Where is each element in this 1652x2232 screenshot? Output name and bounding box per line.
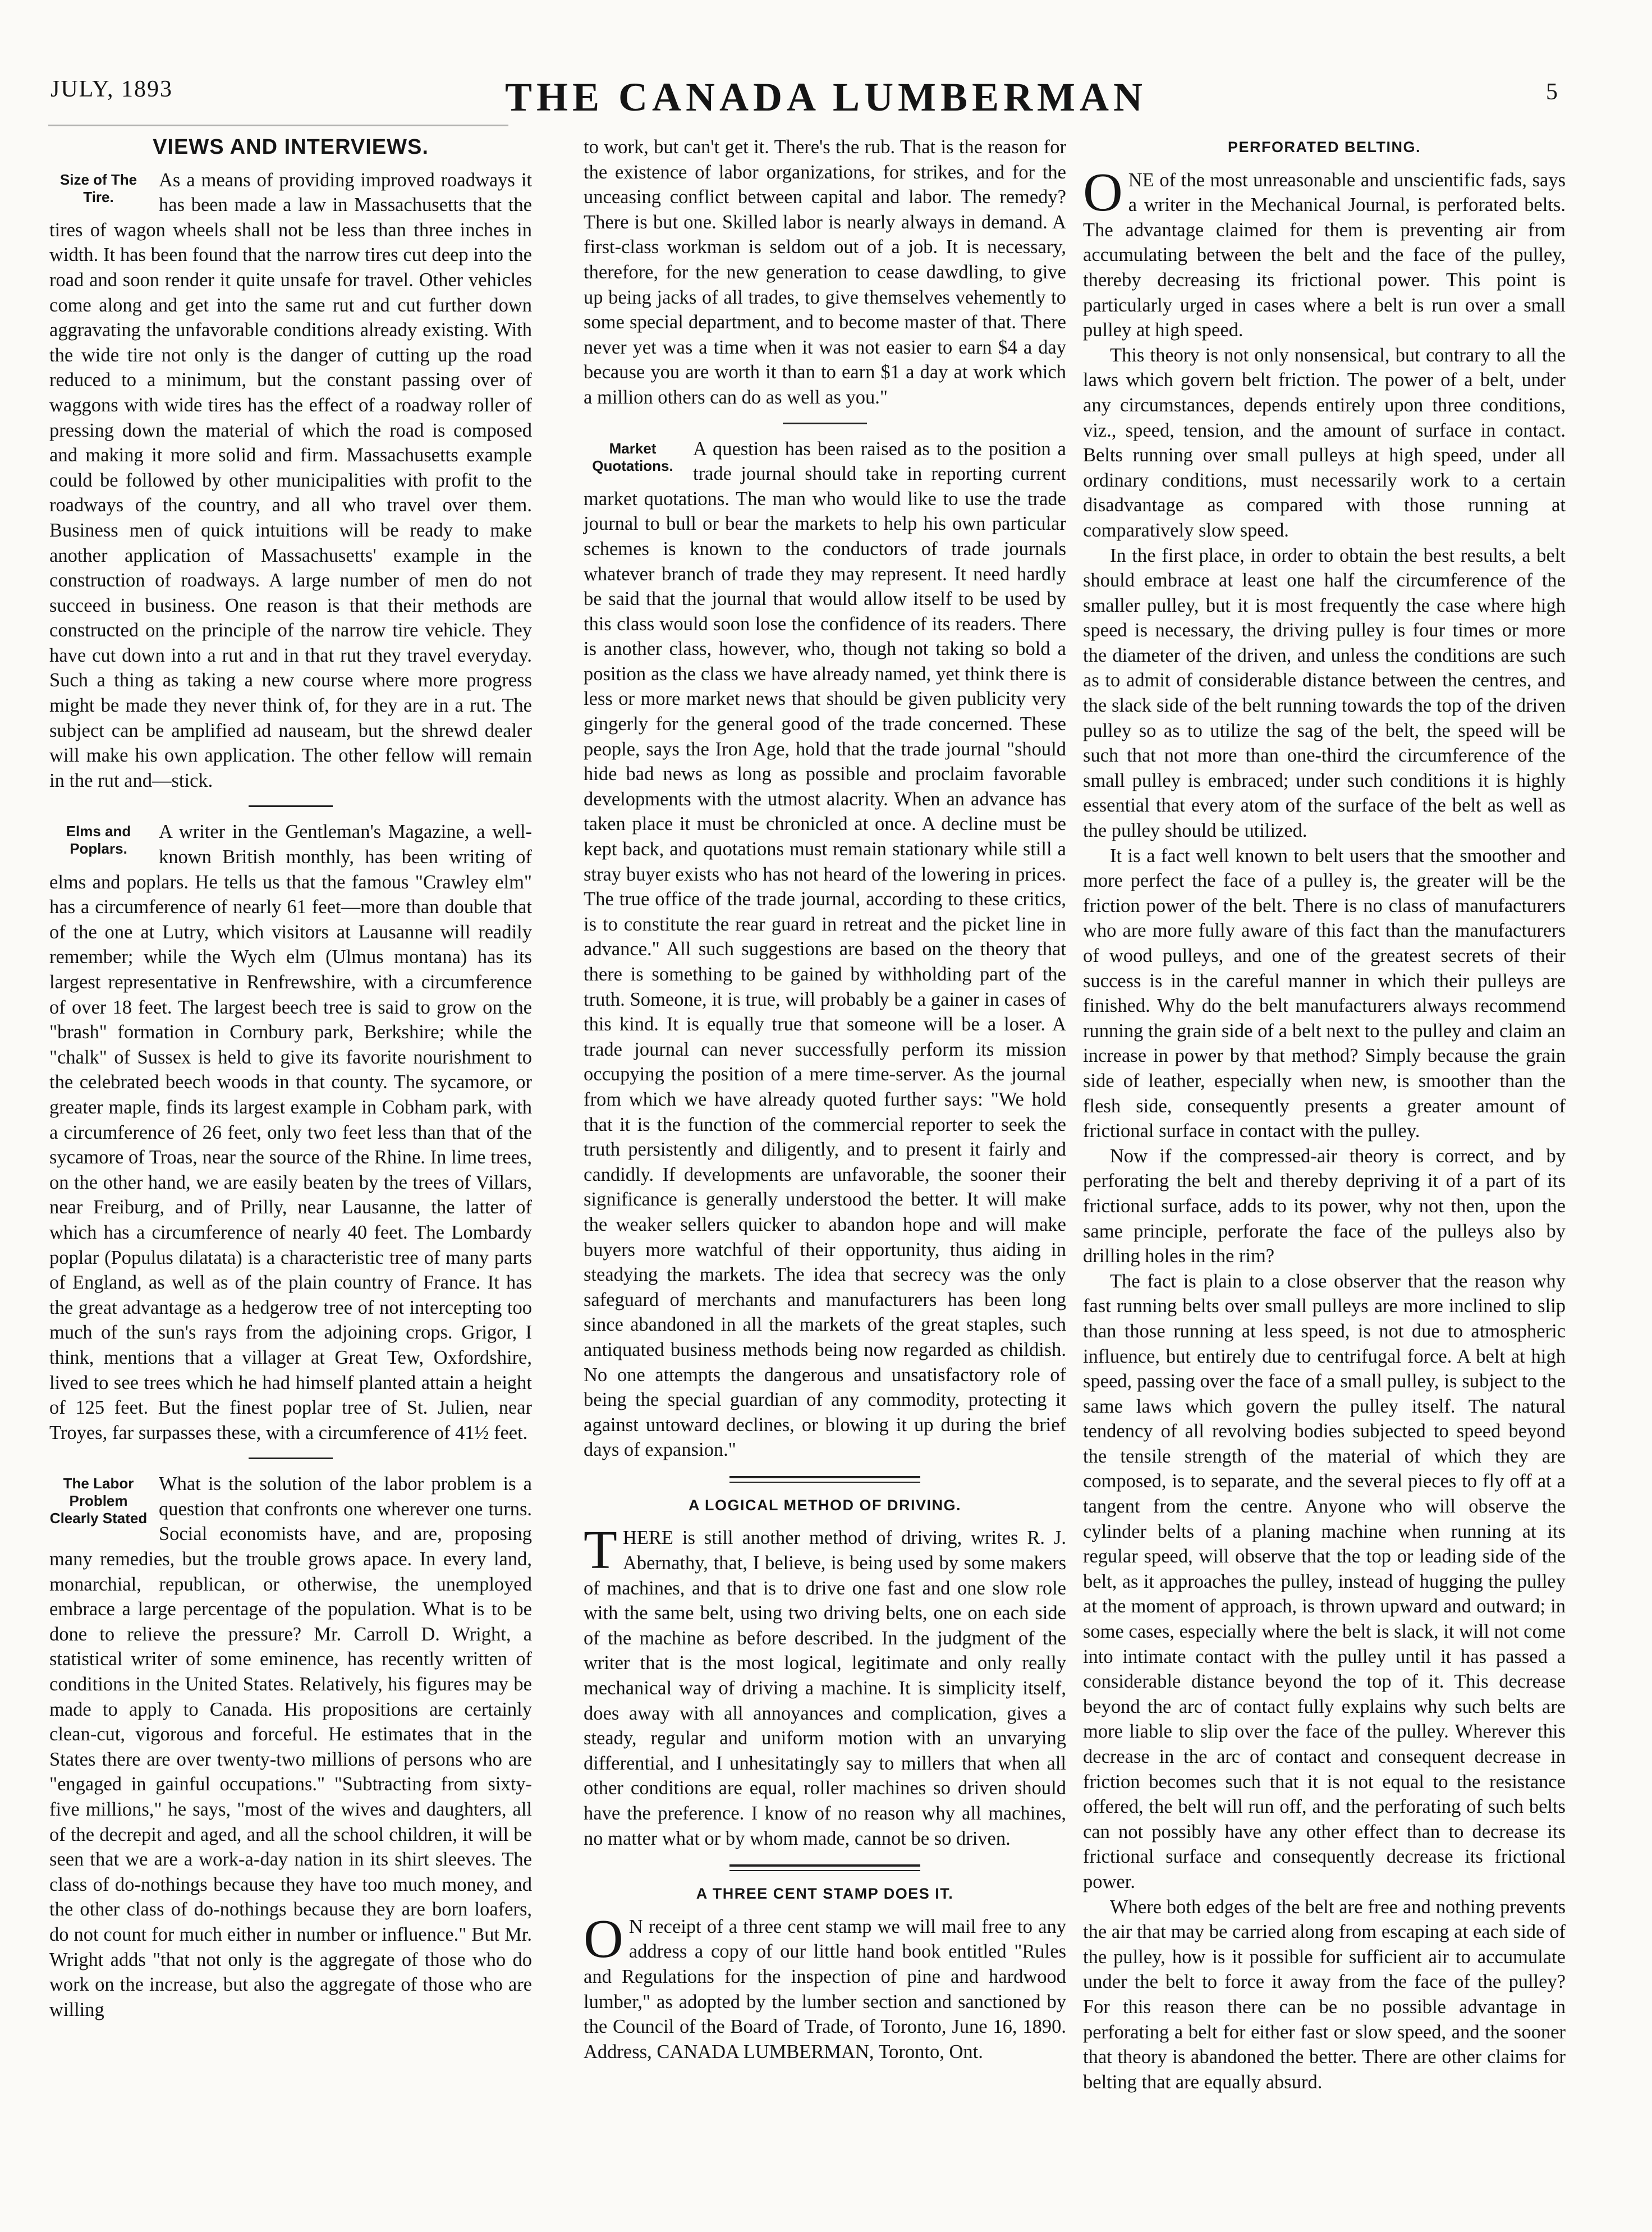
article-size-of-tire <box>49 168 532 794</box>
article-title-perforated-belting: PERFORATED BELTING. <box>1228 139 1421 155</box>
article-text: N receipt of a three cent stamp we will mail free to any address a copy of our little hand book entitled "Rules and Regulations for the inspection of pine and hardwood lumber," as adopted by the lumber section and sanctioned by the Council of the Board of Trade, of Toronto, June 16, 1890. Address, CANADA LUMBERMAN, Toronto, Ont. <box>584 1915 1066 2063</box>
sidehead-size-of-tire: Size of The Tire. <box>59 171 137 205</box>
article-text: HERE is still another method of driving, writes R. J. Abernathy, that, I believe, is being used by some makers of machines, and that is to drive one fast and one slow role with the same belt, using two driving belts, one on each side of the machine as before described. In the judgment of the writer that is the most logical, legitimate and only really mechanical way of driving a machine. It is simplicity itself, does away with all annoyances and complication, gives a steady, regular and uniform motion with an unvarying differential, and I unhesitatingly say to millers that when all other conditions are equal, roller machines so driven should have the preference. I know of no reason why all machines, no matter what or by whom made, cannot be so driven. <box>584 1527 1066 1849</box>
drop-cap: O <box>584 1908 623 1969</box>
article-logical-method <box>584 1493 1066 1851</box>
paragraph: Where both edges of the belt are free and nothing prevents the air that may be carried along from escaping at each side of the pulley, how is it possible for sufficient air to accumulate under the belt to force it away from the face of the pulley? For this reason there can be no possible advantage in perforating a belt for either fast or slow speed, and the sooner that theory is abandoned the better. There are other claims for belting that are equally absurd. <box>1083 1896 1566 2093</box>
article-text: As a means of providing improved roadways it has been made a law in Massachusetts that the tires of wagon wheels shall not be less than three inches in width. It has been found that the narrow tires cut deep into the road and soon render it quite unsafe for travel. Other vehicles come along and get into the same rut and cut further down aggravating the unfavorable conditions already existing. With the wide tire not only is the danger of cutting up the road reduced to a minimum, but the constant passing over of waggons with wide tires has the effect of a roadway roller of pressing down the material of which the road is composed and making it more solid and firm. Massachusetts example could be followed by other municipalities with profit to the roadways of the country, and all who travel over them. Business men of quick intuitions will be ready to make another application of Massachusetts' example in the construction of roadways. A large number of men do not succeed in business. One reason is that their methods are constructed on the principle of the narrow tire vehicle. They have cut down into a rut and in that rut they travel everyday. Such a thing as taking a new course where more progress might be made they never think of, for they are in a rut. The subject can be amplified ad nauseam, but the shrewd dealer will make his own application. The other fellow will remain in the rut and—stick. <box>49 169 532 791</box>
paragraph: In the first place, in order to obtain the best results, a belt should embrace at least one half the circumference of the smaller pulley, but it is most frequently the case where high speed is necessary, the driving pulley is four times or more the diameter of the driven, and unless the conditions are such as to admit of considerable distance between the centres, and the slack side of the belt running towards the top of the driven pulley so as to utilize the sag of the belt, the speed will be such that not more than one-third the circumference of the small pulley is embraced; under such conditions it is highly essential that every atom of the surface of the belt as well as the pulley should be utilized. <box>1083 544 1566 842</box>
article-labor-problem <box>49 1472 532 2022</box>
paragraph: Now if the compressed-air theory is correct, and by perforating the belt and thereby depriving it of a part of its frictional surface, adds to its power, why not then, upon the same principle, perforate the face of the pulleys also by drilling holes in the rim? <box>1083 1145 1566 1267</box>
article-title-logical-method: A LOGICAL METHOD OF DRIVING. <box>689 1496 961 1514</box>
double-rule <box>729 1476 920 1483</box>
masthead-title: THE CANADA LUMBERMAN <box>504 75 1148 120</box>
page-number: 5 <box>1546 79 1558 105</box>
article-elms-and-poplars <box>49 819 532 1445</box>
sidehead-elms-and-poplars: Elms and Poplars. <box>66 823 131 858</box>
double-rule <box>729 1864 920 1871</box>
sidehead-labor-problem: The Labor Problem Clearly Stated <box>49 1475 148 1527</box>
paragraph: It is a fact well known to belt users that the smoother and more perfect the face of a pulley is, the greater will be the friction power of the belt. There is no class of manufacturers who are more fully aware of this fact than the manufacturers of wood pulleys, and one of the greatest secrets of their success is in the careful manner in which their pulleys are finished. Why do the belt manufacturers always recommend running the grain side of a belt next to the pulley and claim an increase in power by that method? Simply because the grain side of leather, especially when new, is smoother than the flesh side, consequently presents a greater amount of frictional surface in contact with the pulley. <box>1083 845 1566 1142</box>
article-text: A question has been raised as to the position a trade journal should take in reporting current market quotations. The man who would like to use the trade journal to bull or bear the markets to help his own particular schemes is known to the conductors of trade journals whatever branch of trade they may represent. It need hardly be said that the journal that would allow itself to be used by this class would soon lose the confidence of its readers. There is another class, however, who, though not taking so bold a position as the class we have already named, yet think there is less or more market news that should be given publicity very gingerly for the general good of the trade concerned. These people, says the Iron Age, hold that the trade journal "should hide bad news as long as possible and proclaim favorable developments with the utmost alacrity. When an advance has taken place it must be chronicled at once. A decline must be kept back, and quotations must remain stationary while still a stray buyer exists who has not heard of the lowering in prices. The true office of the trade journal, according to these critics, is to constitute the rear guard in retreat and the picket line in advance." All such suggestions are based on the theory that there is something to be gained by withholding part of the truth. Someone, it is true, will probably be a gainer in cases of this kind. It is equally true that someone will be a loser. A trade journal can never successfully perform its mission occupying the position of a mere time-server. As the journal from which we have already quoted further says: "We hold that it is the function of the commercial reporter to seek the truth persistently and diligently, and to present it fairly and candidly. If developments are unfavorable, the sooner their significance is generally understood the better. It will make the weaker sellers quicker to abandon hope and will make buyers more watchful of their opportunity, thus aiding in steadying the markets. The idea that secrecy was the only safeguard of merchants and manufacturers has been long since abandoned in all the markets of the great staples, such antiquated business methods being now regarded as childish. No one attempts the dangerous and unsatisfactory role of being the special guardian of any commodity, protecting it against untoward declines, or blowing it up during the brief days of expansion." <box>584 438 1066 1461</box>
column-1 <box>49 135 532 2028</box>
labor-problem-continued: to work, but can't get it. There's the rub. That is the reason for the existence of labor organizations, for strikes, and for the unceasing conflict between capital and labor. The remedy? There is but one. Skilled labor is nearly always in demand. A first-class workman is seldom out of a job. It is necessary, therefore, for the new generation to cease dawdling, to give up being jacks of all trades, to give themselves vehemently to some special department, and to become master of that. There never yet was a time when it was not easier to earn $4 a day because you are worth it than to earn $1 a day at work which a million others can do as well as you." <box>584 136 1066 408</box>
column-3 <box>1083 135 1566 2094</box>
drop-cap: T <box>584 1520 617 1581</box>
issue-date: JULY, 1893 <box>51 76 173 102</box>
article-text: A writer in the Gentleman's Magazine, a well-known British monthly, has been writing of elms and poplars. He tells us that the famous "Crawley elm" has a circumference of nearly 61 feet—more than double that of the one at Lutry, which visitors at Lausanne will readily remember; while the Wych elm (Ulmus montana) has its largest representative in Renfrewshire, with a circumference of over 18 feet. The largest beech tree is said to grow on the "brash" formation in Cornbury park, Berkshire; while the "chalk" of Sussex is held to give its favorite nourishment to the celebrated beech woods in that county. The sycamore, or greater maple, finds its largest example in Cobham park, with a circumference of 26 feet, only two feet less than that of the sycamore of Troas, near the source of the Rhine. In lime trees, on the other hand, we are easily beaten by the trees of Villars, near Freiburg, and of Prilly, near Lausanne, the latter of which has a circumference of nearly 40 feet. The Lombardy poplar (Populus dilatata) is a characteristic tree of many parts of England, as well as of the plain country of France. It has the great advantage as a hedgerow tree of not intercepting too much of the sun's rays from the adjoining crops. Grigor, I think, mentions that a villager at Great Tew, Oxfordshire, lived to see trees which he had himself planted attain a height of 125 feet. But the finest poplar tree of St. Julien, near Troyes, far surpasses these, with a circumference of 41½ feet. <box>49 821 532 1443</box>
drop-cap: O <box>1083 162 1123 223</box>
header-rule <box>48 125 508 126</box>
article-three-cent-stamp <box>584 1881 1066 2064</box>
article-text: NE of the most unreasonable and unscientific fads, says a writer in the Mechanical Journal, is perforated belts. The advantage claimed for them is preventing air from accumulating between the belt and the face of the pulley, thereby decreasing its frictional power. This point is particularly urged in cases where a belt is run over a small pulley at high speed. <box>1083 169 1566 341</box>
paragraph: This theory is not only nonsensical, but contrary to all the laws which govern belt friction. The power of a belt, under any circumstances, depends entirely upon three conditions, viz., speed, tension, and the amount of surface in contact. Belts running over small pulleys at high speed, under all ordinary conditions, must necessarily work to a certain disadvantage as compared with those running at comparatively slow speed. <box>1083 344 1566 541</box>
paragraph: The fact is plain to a close observer that the reason why fast running belts over small pulleys are more inclined to slip than those running at less speed, is not due to atmospheric influence, but entirely due to centrifugal force. A belt at high speed, passing over the face of a small pulley, is subject to the same laws which govern the pulley itself. The natural tendency of all revolving bodies subjected to speed beyond the tensile strength of the material of which they are composed, is to separate, and the several pieces to fly off at a tangent from the centre. Anyone who will observe the cylinder belts of a planing machine when running at its regular speed, will observe that the top or leading side of the belt, as it approaches the pulley, instead of hugging the pulley at the moment of approach, is thrown upward and outward; in some cases, especially where the belt is slack, it will not come into intimate contact with the pulley until it has passed a considerable distance beyond the top of it. This decrease beyond the arc of contact fully explains why such belts are more liable to slip over the face of the pulley. Wherever this decrease in the arc of contact and consequent decrease in friction becomes such that it is not equal to the resistance offered, the belt will run off, and the perforating of such belts can not possibly have any other effect than to decrease its frictional surface and consequently decrease its frictional power. <box>1083 1270 1566 1892</box>
article-text: What is the solution of the labor problem is a question that confronts one wherever one turns. Social economists have, and are, proposing many remedies, but the trouble grows apace. In every land, monarchial, republican, or otherwise, the unemployed embrace a large percentage of the population. What is to be done to relieve the pressure? Mr. Carroll D. Wright, a statistical writer of some eminence, has recently written of conditions in the United States. Relatively, his figures may be made to apply to Canada. His propositions are certainly clean-cut, vigorous and forceful. He estimates that in the States there are over twenty-two millions of persons who are "engaged in gainful occupations." "Subtracting from sixty-five millions," he says, "most of the wives and daughters, all of the decrepit and aged, and all the school children, it will be seen that we are a work-a-day nation in its shirt sleeves. The class of do-nothings because they have too much money, and the other class of do-nothings because they are born loafers, do not count for much either in number or influence." But Mr. Wright adds "that not only is the aggregate of those who do work on the increase, but also the aggregate of those who are willing <box>49 1473 532 2020</box>
sidehead-market-quotations: Market Quotations. <box>592 439 673 474</box>
article-market-quotations <box>584 437 1066 1463</box>
section-title-views: VIEWS AND INTERVIEWS. <box>153 135 429 159</box>
separator-rule <box>249 1458 333 1459</box>
article-title-three-cent-stamp: A THREE CENT STAMP DOES IT. <box>696 1885 954 1903</box>
separator-rule <box>249 805 333 807</box>
column-2 <box>584 135 1066 2070</box>
separator-rule <box>783 423 867 424</box>
